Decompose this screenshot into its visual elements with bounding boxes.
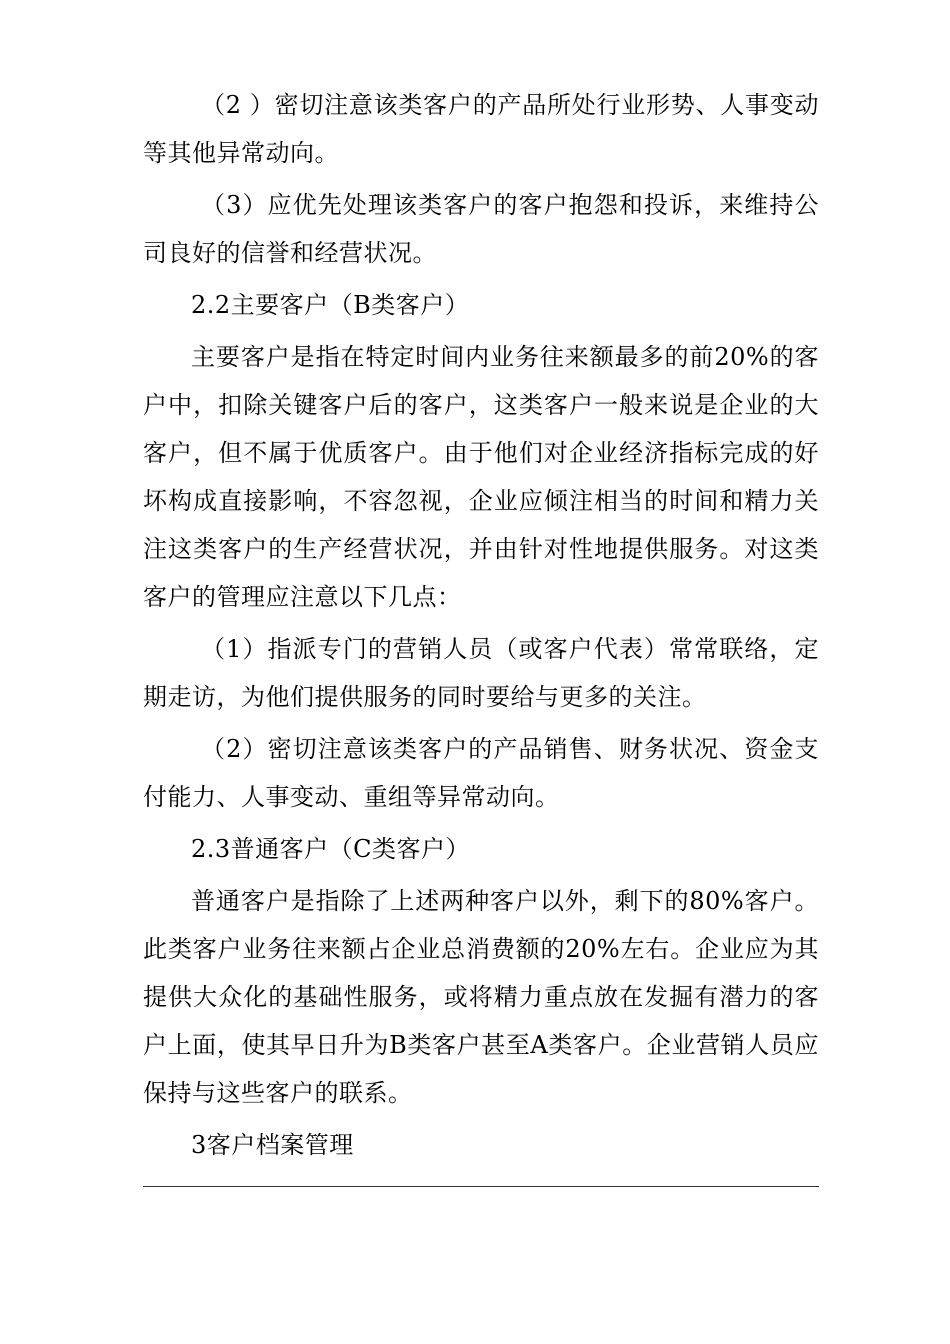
- paragraph-sub-3-key-client-complaints: （3）应优先处理该类客户的客户抱怨和投诉，来维持公司良好的信誉和经营状况。: [143, 191, 819, 267]
- section-heading-2-3: 2.3普通客户（C类客户）: [191, 835, 471, 863]
- paragraph-sub-2-main-client-trends: （2）密切注意该类客户的产品销售、财务状况、资金支付能力、人事变动、重组等异常动向。: [143, 735, 819, 811]
- paragraph-main-clients: 主要客户是指在特定时间内业务往来额最多的前20%的客户中，扣除关键客户后的客户，这类客户一般来说是企业的大客户，但不属于优质客户。由于他们对企业经济指标完成的好坏构成直接影响，不容忽视，企业应倾注相当的时间和精力关注这类客户的生产经营状况，并由针对性地提供服务。对这类客户的管理应注意以下几点：: [143, 343, 819, 611]
- section-heading-2-2: 2.2主要客户（B类客户）: [191, 291, 470, 319]
- paragraph-ordinary-clients: 普通客户是指除了上述两种客户以外，剩下的80%客户。此类客户业务往来额占企业总消费额的20%左右。企业应为其提供大众化的基础性服务，或将精力重点放在发掘有潜力的客户上面，使其早日升为B类客户甚至A类客户。企业营销人员应保持与这些客户的联系。: [143, 887, 819, 1107]
- section-heading-3: 3客户档案管理: [191, 1131, 354, 1159]
- paragraph-sub-2-key-client-trends: （2 ）密切注意该类客户的产品所处行业形势、人事变动等其他异常动向。: [143, 91, 819, 167]
- footer-divider: [143, 1186, 819, 1187]
- paragraph-sub-1-main-client-visits: （1）指派专门的营销人员（或客户代表）常常联络，定期走访，为他们提供服务的同时要给与更多的关注。: [143, 635, 819, 711]
- document-body: [143, 81, 819, 1173]
